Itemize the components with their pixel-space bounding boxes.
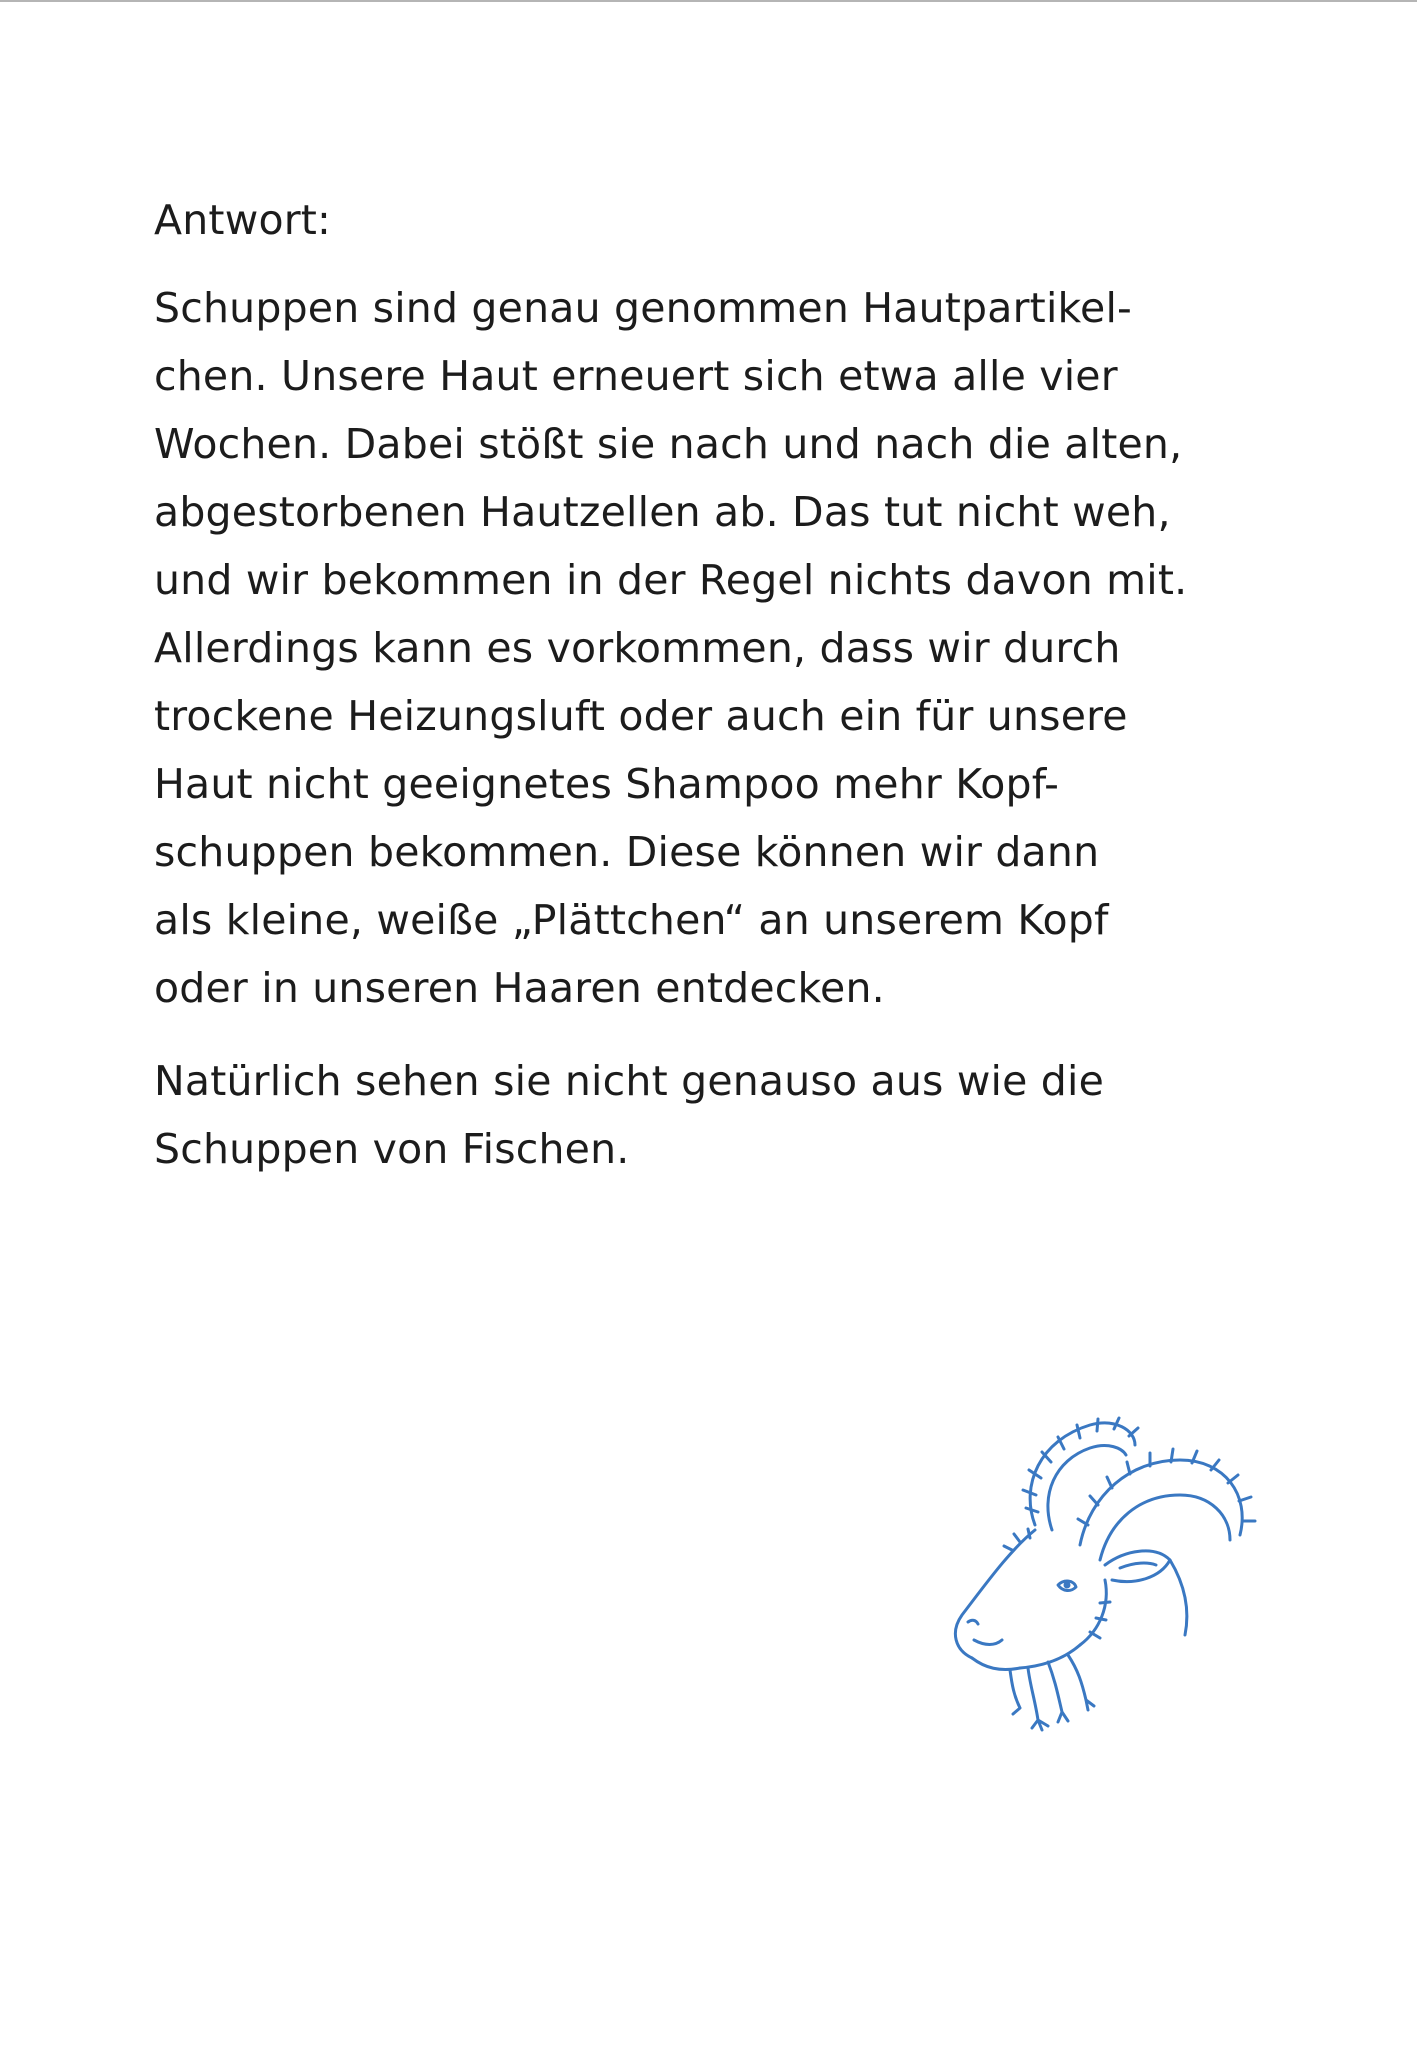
text-line: trockene Heizungsluft oder auch ein für unsere bbox=[154, 692, 1128, 740]
answer-heading: Antwort: bbox=[154, 196, 332, 244]
text-line: oder in unseren Haaren entdecken. bbox=[154, 964, 885, 1012]
text-line: abgestorbenen Hautzellen ab. Das tut nicht weh, bbox=[154, 488, 1171, 536]
text-line: Allerdings kann es vorkommen, dass wir durch bbox=[154, 624, 1121, 672]
text-line: Schuppen von Fischen. bbox=[154, 1125, 630, 1173]
page-top-border bbox=[0, 0, 1417, 2]
text-line: Natürlich sehen sie nicht genauso aus wie die bbox=[154, 1057, 1105, 1105]
text-line: schuppen bekommen. Diese können wir dann bbox=[154, 828, 1100, 876]
goat-head-illustration bbox=[940, 1400, 1300, 1760]
text-line: Haut nicht geeignetes Shampoo mehr Kopf- bbox=[154, 760, 1060, 808]
goat-head-icon bbox=[940, 1400, 1300, 1760]
text-line: und wir bekommen in der Regel nichts davon mit. bbox=[154, 556, 1188, 604]
text-line: chen. Unsere Haut erneuert sich etwa alle vier bbox=[154, 352, 1118, 400]
text-line: Schuppen sind genau genommen Hautpartikel- bbox=[154, 284, 1133, 332]
explanation-paragraph bbox=[154, 274, 1314, 1022]
text-line: Wochen. Dabei stößt sie nach und nach die alten, bbox=[154, 420, 1183, 468]
closing-paragraph bbox=[154, 1047, 1314, 1183]
answer-text-block bbox=[154, 186, 1314, 1208]
text-line: als kleine, weiße „Plättchen“ an unserem Kopf bbox=[154, 896, 1109, 944]
